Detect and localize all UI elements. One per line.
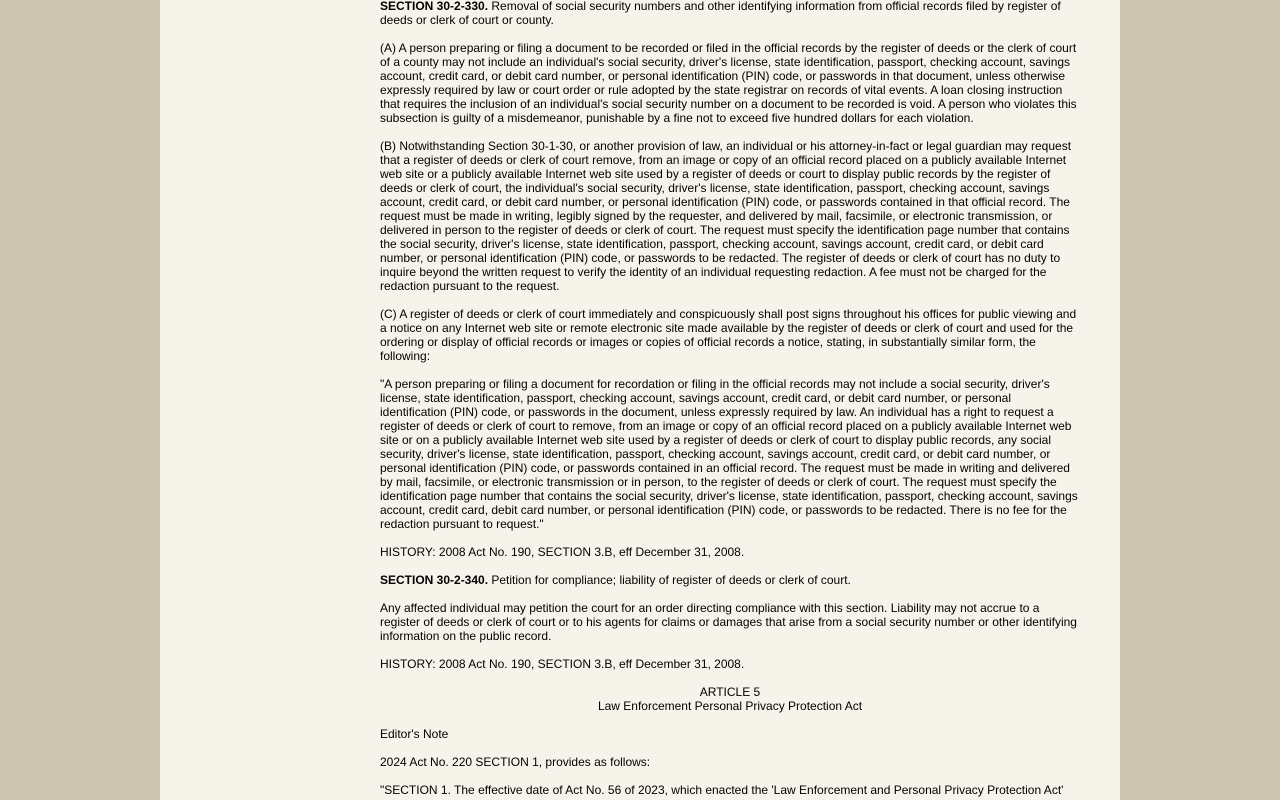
section-title: Removal of social security numbers and other identifying information from official records filed by register of deeds or clerk of court or county. [380,0,1061,27]
section-30-2-340-body: Any affected individual may petition the court for an order directing compliance with this section. Liability may not accrue to a register of deeds or clerk of court or to his agents for claims or damages that arise from a social security number or other identifying information on the public record. [380,601,1077,643]
section-heading: SECTION 30-2-340. [380,573,489,587]
history-30-2-340: HISTORY: 2008 Act No. 190, SECTION 3.B, eff December 31, 2008. [380,657,745,671]
article-number: ARTICLE 5 [699,685,761,699]
section-heading: SECTION 30-2-330. [380,0,489,13]
subsection-a: (A) A person preparing or filing a document to be recorded or filed in the official records by the register of deeds or the clerk of court of a county may not include an individual's social security, driver's license, state identification, passport, checking account, savings account, credit card, or debit card number, or personal identification (PIN) code, or passwords in that document, unless otherwise expressly required by law or court order or rule adopted by the state registrar on records of vital events. A loan closing instruction that requires the inclusion of an individual's social security number on a document to be recorded is void. A person who violates this subsection is guilty of a misdemeanor, punishable by a fine not to exceed five hundred dollars for each violation. [380,41,1077,125]
article-heading [380,685,1080,713]
document-content [380,0,1080,800]
section-1-text: "SECTION 1. The effective date of Act No. 56 of 2023, which enacted the 'Law Enforcement and Personal Privacy Protection Act' [380,783,1064,797]
editors-note: Editor's Note [380,727,449,741]
subsection-c: (C) A register of deeds or clerk of court immediately and conspicuously shall post signs throughout his offices for public viewing and a notice on any Internet web site or remote electronic site made available by the register of deeds or clerk of court and used for the ordering or display of official records or images or copies of official records a notice, stating, in substantially similar form, the following: [380,307,1077,363]
subsection-b: (B) Notwithstanding Section 30-1-30, or another provision of law, an individual or his attorney-in-fact or legal guardian may request that a register of deeds or clerk of court remove, from an image or copy of an official record placed on a publicly available Internet web site or a publicly available Internet web site used by a register of deeds or court to display public records by the register of deeds or clerk of court, the individual's social security, driver's license, state identification, passport, checking account, savings account, credit card, or debit card number, or personal identification (PIN) code, or passwords contained in that official record. The request must be made in writing, legibly signed by the requester, and delivered by mail, facsimile, or electronic transmission, or delivered in person to the register of deeds or clerk of court. The request must specify the identification page number that contains the social security, driver's license, state identification, passport, checking account, savings account, credit card, or debit card number, or personal identification (PIN) code, or passwords to be redacted. The register of deeds or clerk of court has no duty to inquire beyond the written request to verify the identity of an individual requesting redaction. A fee must not be charged for the redaction pursuant to the request. [380,139,1072,293]
notice-quote: "A person preparing or filing a document for recordation or filing in the official records may not include a social security, driver's license, state identification, passport, checking account, savings account, credit card, or debit card number, or personal identification (PIN) code, or passwords in the document, unless expressly required by law. An individual has a right to request a register of deeds or clerk of court to remove, from an image or copy of an official record placed on a publicly available Internet web site or on a publicly available Internet web site used by a register of deeds or clerk of court to display public records, any social security, driver's license, state identification, passport, checking account, savings account, credit card, or debit card number, or personal identification (PIN) code, or passwords contained in an official record. The request must be made in writing and delivered by mail, facsimile, or electronic transmission or in person, to the register of deeds or clerk of court. The request must specify the identification page number that contains the social security, driver's license, state identification, passport, checking account, savings account, credit card, debit card number, or personal identification (PIN) code, or passwords to be redacted. There is no fee for the redaction pursuant to request." [380,377,1078,531]
history-30-2-330: HISTORY: 2008 Act No. 190, SECTION 3.B, eff December 31, 2008. [380,545,745,559]
document-page [160,0,1120,800]
section-title: Petition for compliance; liability of register of deeds or clerk of court. [488,573,851,587]
section-30-2-340 [380,573,1080,587]
section-30-2-330 [380,0,1080,27]
article-name: Law Enforcement Personal Privacy Protection Act [597,699,863,713]
act-note: 2024 Act No. 220 SECTION 1, provides as follows: [380,755,651,769]
